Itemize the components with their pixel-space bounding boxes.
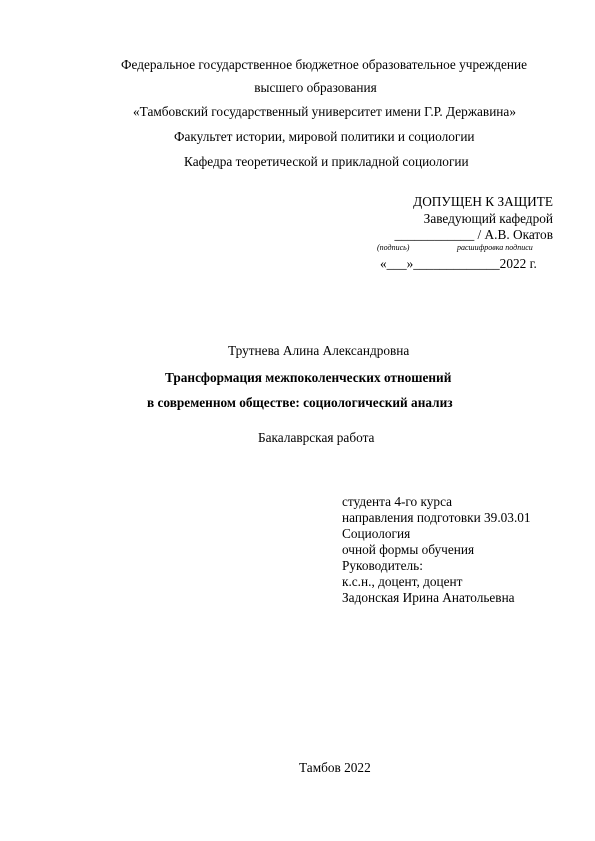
signature-caption: (подпись)	[377, 243, 410, 252]
institution-type: Федеральное государственное бюджетное образовательное учреждение	[121, 57, 528, 72]
supervisor-label: Руководитель:	[342, 558, 423, 573]
student-course: студента 4-го курса	[342, 494, 453, 509]
approval-title: ДОПУЩЕН К ЗАЩИТЕ	[413, 194, 553, 209]
thesis-title-line2: в современном обществе: социологический анализ	[147, 395, 453, 410]
city-year: Тамбов 2022	[299, 760, 371, 775]
supervisor-name: Задонская Ирина Анатольевна	[342, 590, 515, 605]
student-study-form: очной формы обучения	[342, 542, 475, 557]
approval-signature-line: ____________ / А.В. Окатов	[394, 227, 553, 242]
university-name: «Тамбовский государственный университет имени Г.Р. Державина»	[133, 104, 516, 119]
author-name: Трутнева Алина Александровна	[228, 343, 410, 358]
thesis-type: Бакалаврская работа	[258, 430, 375, 445]
approval-date-line: «___»_____________2022 г.	[380, 256, 537, 271]
faculty-name: Факультет истории, мировой политики и социологии	[174, 129, 475, 144]
student-direction: направления подготовки 39.03.01	[342, 510, 531, 525]
department-name: Кафедра теоретической и прикладной социологии	[184, 154, 469, 169]
thesis-title-line1: Трансформация межпоколенческих отношений	[165, 370, 452, 385]
supervisor-degree: к.с.н., доцент, доцент	[342, 574, 463, 589]
approval-role: Заведующий кафедрой	[423, 211, 553, 226]
decoding-caption: расшифровка подписи	[457, 243, 533, 252]
student-specialty: Социология	[342, 526, 411, 541]
education-level: высшего образования	[254, 80, 377, 95]
